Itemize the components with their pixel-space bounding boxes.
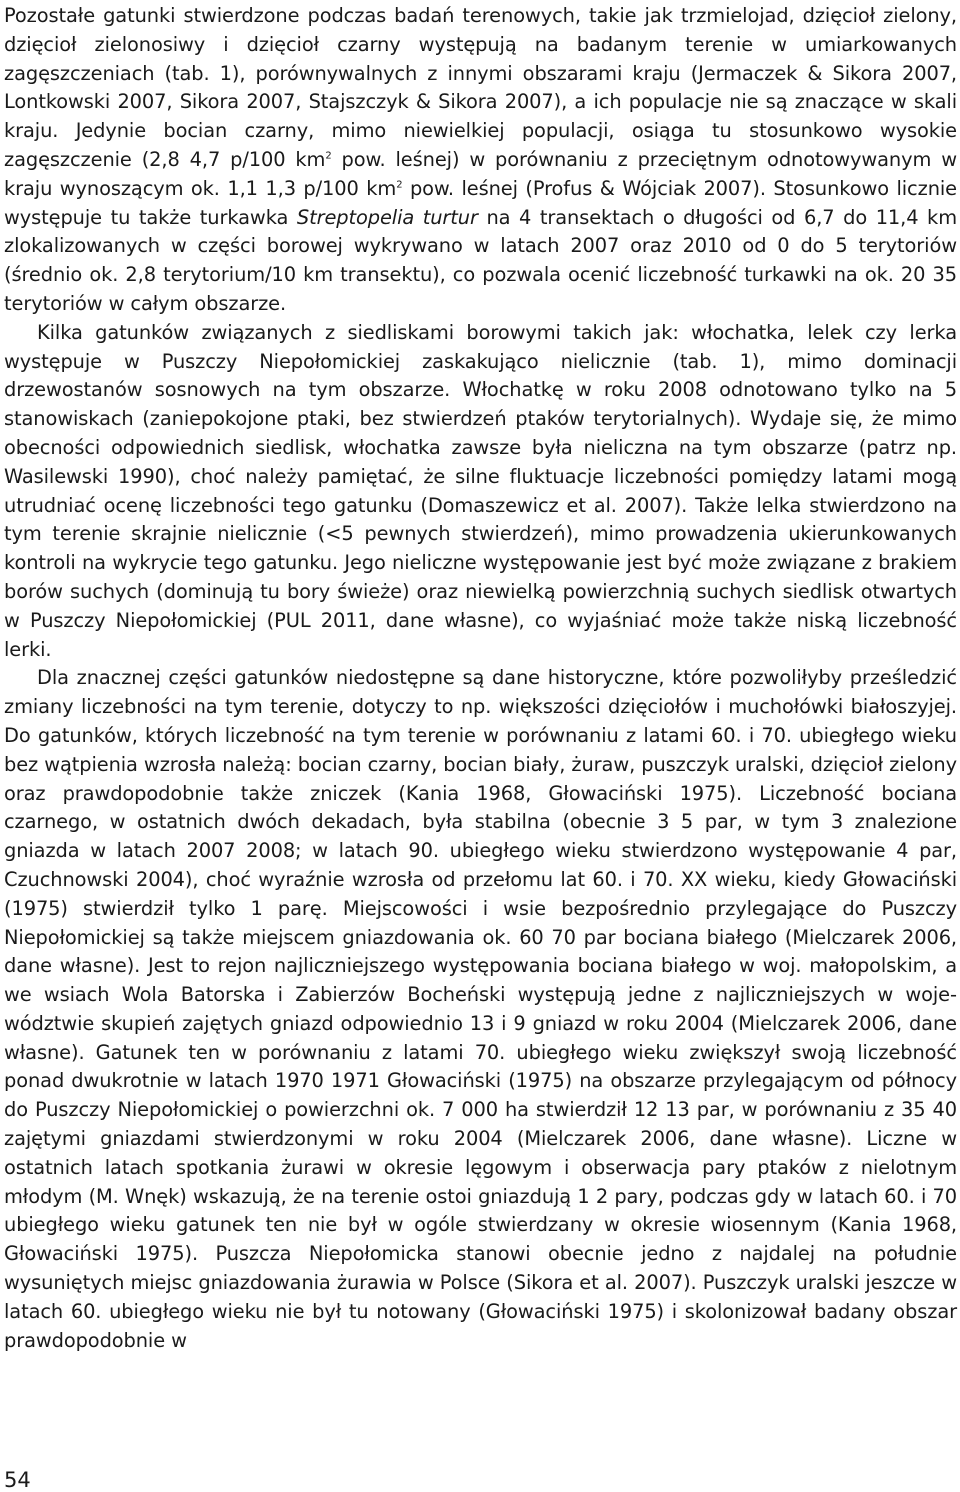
text-run: pow. leśnej) w porównaniu z przeciętnym odnotowywanym w kraju wynoszącym ok. 1,1 1,3 p/100 km bbox=[4, 147, 957, 200]
text-run: na 4 transektach o długości od 6,7 do 11,4 km zlokalizowanych w części borowej wykrywano w latach 2007 oraz 2010 od 0 do 5 terytoriów (średnio ok. 2,8 terytorium/10 km transektu), co pozwala ocenić liczebność turkawki na ok. 20 35 terytoriów w całym obszarze. bbox=[4, 205, 957, 315]
paragraph bbox=[4, 664, 957, 1355]
text-run: Dla znacznej części gatunków niedostępne są dane historyczne, które pozwoliłyby prześledzić zmiany liczebności na tym terenie, dotyczy to np. większości dzięciołów i muchołówki białoszyjej. Do gatunków, których liczebność na tym terenie w porównaniu z latami 60. i 70. ubiegłego wieku bez wątpienia wzrosła należą: bocian czarny, bocian biały, żuraw, puszczyk uralski, dzięcioł zielony oraz prawdopodobnie także zniczek (Kania 1968, Głowaciński 1975). Liczebność bociana czarnego, w ostatnich dwóch dekadach, była stabilna (obecnie 3 5 par, w tym 3 znalezione gniazda w latach 2007 2008; w latach 90. ubiegłego wieku stwierdzono występowanie 4 par, Czuchnowski 2004), choć wyraźnie wzrosła od przełomu lat 60. i 70. XX wieku, kiedy Głowaciński (1975) stwierdził tylko 1 parę. Miejscowości i wsie bezpośrednio przylegające do Puszczy Niepołomickiej są także miejscem gniazdowania ok. 60 70 par bociana białego (Mielczarek 2006, dane własne). Jest to rejon najliczniejszego występowania bociana białego w woj. małopolskim, a we wsiach Wola Batorska i Zabierzów Bocheński występują jedne z najliczniejszych w województwie skupień zajętych gniazd odpowiednio 13 i 9 gniazd w roku 2004 (Mielczarek 2006, dane własne). Gatunek ten w porównaniu z latami 70. ubiegłego wieku zwiększył swoją liczebność ponad dwukrotnie w latach 1970 1971 Głowaciński (1975) na obszarze przylegającym od północy do Puszczy Niepołomickiej o powierzchni ok. 7 000 ha stwierdził 12 13 par, w porównaniu z 35 40 zajętymi gniazdami stwierdzonymi w roku 2004 (Mielczarek 2006, dane własne). Liczne w ostatnich latach spotkania żurawi w okresie lęgowym i obserwacja pary ptaków z nielotnym młodym (M. Wnęk) wskazują, że na terenie ostoi gniazdują 1 2 pary, podczas gdy w latach 60. i 70 ubiegłego wieku gatunek ten nie był w ogóle stwierdzany w okresie wiosennym (Kania 1968, Głowaciński 1975). Puszcza Niepołomicka stanowi obecnie jedno z najdalej na południe wysuniętych miejsc gniazdowania żurawia w Polsce (Sikora et al. 2007). Puszczyk uralski jeszcze w latach 60. ubiegłego wieku nie był tu notowany (Głowaciński 1975) i skolonizował badany obszar prawdopodobnie w bbox=[4, 666, 957, 1352]
superscript: 2 bbox=[396, 179, 403, 191]
paragraph bbox=[4, 2, 957, 319]
body-text bbox=[4, 2, 957, 1355]
text-run: pow. leśnej (Profus & Wójciak 2007). Stosunkowo licznie występuje tu także turkawka bbox=[4, 176, 958, 229]
text-run: Kilka gatunków związanych z siedliskami borowymi takich jak: włochatka, lelek czy lerka występuje w Puszczy Niepołomickiej zaskakująco nielicznie (tab. 1), mimo dominacji drzewostanów sosnowych na tym obszarze. Włochatkę w roku 2008 odnotowano tylko na 5 stanowiskach (zaniepokojone ptaki, bez stwierdzeń ptaków terytorialnych). Wydaje się, że mimo obecności odpowiednich siedlisk, włochatka zawsze była nieliczna na tym obszarze (patrz np. Wasilewski 1990), choć należy pamiętać, że silne fluktuacje liczebności pomiędzy latami mogą utrudniać ocenę liczebności tego gatunku (Domaszewicz et al. 2007). Także lelka stwierdzono na tym terenie skrajnie nielicznie (<5 pewnych stwierdzeń), mimo prowadzenia ukierunkowanych kontroli na wykrycie tego gatunku. Jego nieliczne występowanie jest być może związane z brakiem borów suchych (dominują tu bory świeże) oraz niewielką powierzchnią suchych siedlisk otwartych w Puszczy Niepołomickiej (PUL 2011, dane własne), co wyjaśniać może także niską liczebność lerki. bbox=[4, 320, 957, 661]
italic-species-name: Streptopelia turtur bbox=[296, 205, 478, 229]
text-run: Pozostałe gatunki stwierdzone podczas badań terenowych, takie jak trzmielojad, dzięcioł zielony, dzięcioł zielonosiwy i dzięcioł czarny występują na badanym terenie w umiarkowanych zagęszczeniach (tab. 1), porównywalnych z innymi obszarami kraju (Jermaczek & Sikora 2007, Lontkowski 2007, Sikora 2007, Stajszczyk & Sikora 2007), a ich populacje nie są znaczące w skali kraju. Jedynie bocian czarny, mimo niewielkiej populacji, osiąga tu stosunkowo wysokie zagęszczenie (2,8 4,7 p/100 km bbox=[4, 4, 957, 171]
paragraph bbox=[4, 319, 957, 665]
page-number: 54 bbox=[4, 1468, 31, 1492]
superscript: 2 bbox=[325, 150, 332, 162]
